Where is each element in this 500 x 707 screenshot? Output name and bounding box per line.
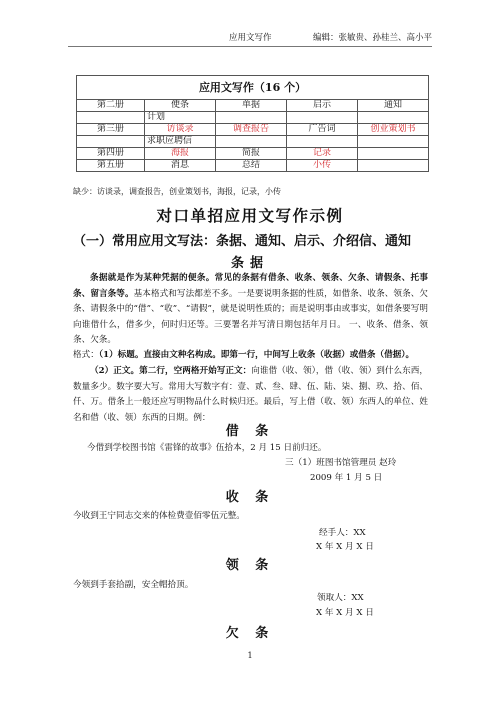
- jietiao-signature: 三（1）班图书馆管理员 赵玲: [285, 458, 397, 468]
- table-cell: 消息: [145, 160, 216, 172]
- shoutiao-date: X 年 X 月 X 日: [316, 542, 374, 552]
- header-title: 应用文写作: [229, 33, 272, 43]
- table-cell: 访谈录: [145, 124, 216, 136]
- table-cell: 调查报告: [216, 124, 287, 136]
- table-cell: [77, 136, 145, 148]
- table-cell: 创业策划书: [358, 124, 429, 136]
- format-item-2: [73, 364, 428, 426]
- shoutiao-signature: 经手人：XX: [319, 528, 366, 538]
- table-cell: 通知: [358, 100, 429, 112]
- format-item-1: （1）标题。直接由文种名构成。即第一行，中间写上收条（收据）或借条（借据）。: [98, 350, 415, 360]
- table-cell: 总结: [216, 160, 287, 172]
- table-cell: [216, 136, 287, 148]
- table-cell: 第三册: [77, 124, 145, 136]
- table-header-row: [77, 100, 429, 112]
- intro-bold-text: 条据就是作为某种凭据的便条。常见的条据有借条、收条、领条、欠条、请假条、托事条、留言条等。: [73, 273, 428, 299]
- table-cell: 单据: [216, 100, 287, 112]
- lingtiao-date: X 年 X 月 X 日: [316, 608, 374, 618]
- qiantiao-heading: 欠 条: [225, 626, 275, 641]
- format-line: [73, 348, 428, 364]
- page-number: 1: [247, 651, 253, 660]
- table-cell: [287, 136, 358, 148]
- writing-types-table: [76, 75, 429, 172]
- main-title: 对口单招应用文写作示例: [156, 207, 344, 225]
- table-cell: 便条: [145, 100, 216, 112]
- table-row: [77, 124, 429, 136]
- table-cell: 海报: [145, 148, 216, 160]
- jietiao-heading: 借 条: [225, 424, 275, 439]
- header-editors: 编辑：张敏贵、孙桂兰、高小平: [312, 33, 432, 43]
- table-cell: [358, 148, 429, 160]
- running-header: [68, 31, 432, 45]
- table-cell: [77, 112, 145, 124]
- table-cell: 第二册: [77, 100, 145, 112]
- table-cell: [287, 112, 358, 124]
- table-cell: 计划: [145, 112, 216, 124]
- table-row: [77, 160, 429, 172]
- shoutiao-body: 今收到王宁同志交来的体检费壹佰零伍元整。: [73, 511, 245, 521]
- lingtiao-body: 今领到手套拾副，安全帽拾顶。: [73, 580, 194, 590]
- table-cell: 简报: [216, 148, 287, 160]
- table-cell: [216, 112, 287, 124]
- table-cell: 小传: [287, 160, 358, 172]
- format-label: 格式：: [73, 350, 99, 360]
- table-cell: 广告词: [287, 124, 358, 136]
- table-cell: 第五册: [77, 160, 145, 172]
- lingtiao-signature: 领取人：XX: [317, 593, 364, 603]
- table-cell: 启示: [287, 100, 358, 112]
- format-item-2-text: 向谁借（收、领），借（收、领）到什么东西，数量多少。数字要大写。常用大写数字有：壹、贰、叁、肆、伍、陆、柒、捌、玖、拾、佰、仟、万。借条上一般还应写明物品什么时候归还。最后，写上借（收、领）东西人的单位、姓名和借（收、领）东西的日期。例：: [73, 366, 428, 423]
- shoutiao-heading: 收 条: [225, 490, 275, 505]
- jietiao-date: 2009 年 1 月 5 日: [310, 473, 383, 483]
- table-title: 应用文写作（16 个）: [77, 76, 429, 100]
- header-rule: [68, 46, 432, 47]
- lingtiao-heading: 领 条: [225, 558, 275, 573]
- table-row: [77, 136, 429, 148]
- intro-body-text: 基本格式和写法都差不多。一是要说明条据的性质，如借条、收条、领条、欠条、请假条中的“借”、“收”、“请假”，就是说明性质的；而是说明事由或事实，如借条要写明向谁借什么，借多少，何时归还等。三要署名并写清日期包括年月日。 一、收条、借条、领条、欠条。: [73, 288, 428, 345]
- table-cell: 第四册: [77, 148, 145, 160]
- table-cell: 记录: [287, 148, 358, 160]
- table-cell: [358, 136, 429, 148]
- table-row: [77, 112, 429, 124]
- table-cell: [358, 112, 429, 124]
- format-item-2-bold: （2）正文。第二行，空两格开始写正文：: [90, 366, 252, 376]
- table-cell: 求职应聘信: [145, 136, 216, 148]
- section-heading-tiaoju: 条据: [230, 256, 269, 271]
- table-row: [77, 148, 429, 160]
- intro-paragraph: [73, 271, 428, 349]
- table-cell: [358, 160, 429, 172]
- missing-note: 缺少：访谈录，调查报告，创业策划书，海报，记录，小传: [73, 187, 281, 196]
- jietiao-body: 今借到学校图书馆《雷锋的故事》伍拾本，2 月 15 日前归还。: [87, 443, 327, 453]
- section-subtitle: （一）常用应用文写法：条据、通知、启示、介绍信、通知: [73, 234, 412, 249]
